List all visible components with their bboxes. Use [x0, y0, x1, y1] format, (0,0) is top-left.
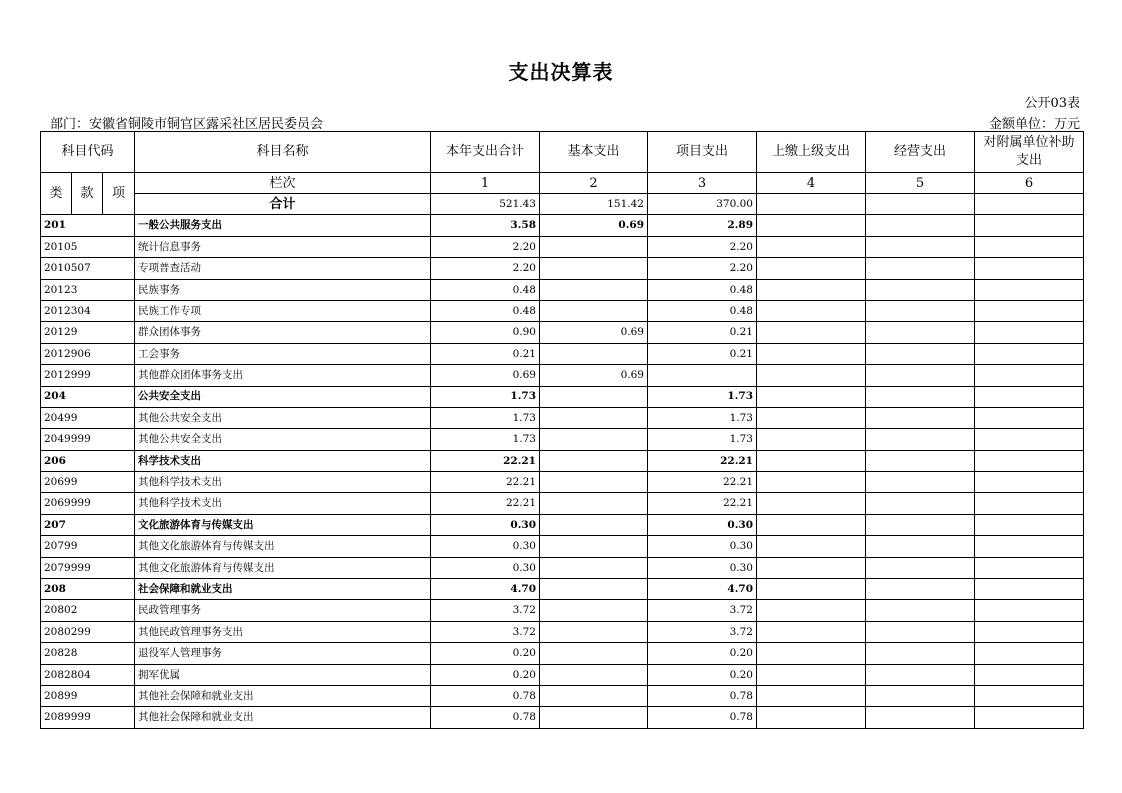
row-code: 20499 [41, 407, 135, 428]
row-code: 207 [41, 514, 135, 535]
row-basic: 0.69 [540, 322, 648, 343]
row-basic [540, 429, 648, 450]
row-basic [540, 279, 648, 300]
row-basic [540, 536, 648, 557]
expenditure-table [40, 131, 1084, 729]
row-upper [757, 493, 866, 514]
total-subsidy [975, 194, 1084, 215]
row-name: 拥军优属 [135, 664, 431, 685]
row-code: 2080299 [41, 621, 135, 642]
row-business [866, 621, 975, 642]
column-index-6: 6 [975, 173, 1084, 194]
column-index-row [41, 173, 1084, 194]
row-total: 22.21 [431, 450, 540, 471]
row-name: 专项普查活动 [135, 258, 431, 279]
row-upper [757, 707, 866, 728]
row-upper [757, 386, 866, 407]
row-subsidy [975, 514, 1084, 535]
table-row [41, 536, 1084, 557]
row-subsidy [975, 472, 1084, 493]
row-total: 4.70 [431, 579, 540, 600]
row-total: 22.21 [431, 493, 540, 514]
table-row [41, 236, 1084, 257]
row-subsidy [975, 258, 1084, 279]
table-row [41, 450, 1084, 471]
row-basic [540, 236, 648, 257]
row-basic [540, 621, 648, 642]
row-business [866, 322, 975, 343]
row-upper [757, 536, 866, 557]
row-business [866, 707, 975, 728]
row-upper [757, 557, 866, 578]
row-name: 其他公共安全支出 [135, 429, 431, 450]
row-basic [540, 386, 648, 407]
row-project: 0.21 [648, 322, 757, 343]
row-subsidy [975, 707, 1084, 728]
row-subsidy [975, 643, 1084, 664]
row-project: 0.21 [648, 343, 757, 364]
row-business [866, 343, 975, 364]
row-name: 其他民政管理事务支出 [135, 621, 431, 642]
row-name: 统计信息事务 [135, 236, 431, 257]
row-total: 0.30 [431, 514, 540, 535]
row-business [866, 643, 975, 664]
row-project: 3.72 [648, 600, 757, 621]
row-basic [540, 258, 648, 279]
row-name: 公共安全支出 [135, 386, 431, 407]
row-subsidy [975, 664, 1084, 685]
row-basic [540, 685, 648, 706]
table-row [41, 215, 1084, 236]
row-subsidy [975, 450, 1084, 471]
row-code: 2010507 [41, 258, 135, 279]
row-project: 0.78 [648, 685, 757, 706]
row-project: 22.21 [648, 472, 757, 493]
row-basic: 0.69 [540, 215, 648, 236]
row-total: 3.72 [431, 621, 540, 642]
row-basic [540, 514, 648, 535]
row-subsidy [975, 386, 1084, 407]
row-total: 2.20 [431, 236, 540, 257]
row-upper [757, 300, 866, 321]
row-code: 20899 [41, 685, 135, 706]
row-upper [757, 664, 866, 685]
row-upper [757, 236, 866, 257]
row-name: 其他文化旅游体育与传媒支出 [135, 536, 431, 557]
row-business [866, 258, 975, 279]
row-upper [757, 579, 866, 600]
row-business [866, 429, 975, 450]
row-total: 1.73 [431, 386, 540, 407]
column-index-label: 栏次 [135, 173, 431, 194]
row-code: 2012304 [41, 300, 135, 321]
table-row [41, 514, 1084, 535]
row-basic [540, 579, 648, 600]
row-name: 群众团体事务 [135, 322, 431, 343]
row-project: 0.48 [648, 279, 757, 300]
table-row [41, 365, 1084, 386]
row-project: 1.73 [648, 429, 757, 450]
row-business [866, 514, 975, 535]
row-project: 1.73 [648, 386, 757, 407]
table-row [41, 343, 1084, 364]
row-business [866, 600, 975, 621]
row-name: 其他文化旅游体育与传媒支出 [135, 557, 431, 578]
row-project: 22.21 [648, 493, 757, 514]
row-basic [540, 707, 648, 728]
row-code: 20123 [41, 279, 135, 300]
sub-header-kuan: 款 [72, 173, 103, 215]
row-business [866, 450, 975, 471]
row-subsidy [975, 600, 1084, 621]
row-project: 22.21 [648, 450, 757, 471]
row-subsidy [975, 215, 1084, 236]
table-row [41, 258, 1084, 279]
table-row [41, 685, 1084, 706]
row-subsidy [975, 685, 1084, 706]
row-code: 20699 [41, 472, 135, 493]
row-subsidy [975, 300, 1084, 321]
row-project: 0.30 [648, 536, 757, 557]
row-subsidy [975, 322, 1084, 343]
sub-header-xiang: 项 [103, 173, 135, 215]
row-subsidy [975, 493, 1084, 514]
row-project: 0.78 [648, 707, 757, 728]
header-basic: 基本支出 [540, 132, 648, 173]
row-name: 其他公共安全支出 [135, 407, 431, 428]
row-name: 社会保障和就业支出 [135, 579, 431, 600]
row-code: 2082804 [41, 664, 135, 685]
header-project: 项目支出 [648, 132, 757, 173]
row-total: 3.58 [431, 215, 540, 236]
column-index-3: 3 [648, 173, 757, 194]
row-name: 其他科学技术支出 [135, 472, 431, 493]
row-subsidy [975, 621, 1084, 642]
row-upper [757, 279, 866, 300]
table-row [41, 643, 1084, 664]
row-business [866, 579, 975, 600]
column-index-1: 1 [431, 173, 540, 194]
row-upper [757, 600, 866, 621]
header-code: 科目代码 [41, 132, 135, 173]
total-label: 合计 [135, 194, 431, 215]
header-row [41, 132, 1084, 173]
row-business [866, 536, 975, 557]
page-title: 支出决算表 [508, 60, 614, 84]
row-code: 201 [41, 215, 135, 236]
row-upper [757, 514, 866, 535]
total-basic: 151.42 [540, 194, 648, 215]
row-basic [540, 450, 648, 471]
row-total: 2.20 [431, 258, 540, 279]
column-index-5: 5 [866, 173, 975, 194]
column-index-2: 2 [540, 173, 648, 194]
row-upper [757, 685, 866, 706]
row-business [866, 685, 975, 706]
row-business [866, 493, 975, 514]
row-total: 1.73 [431, 429, 540, 450]
row-basic [540, 300, 648, 321]
column-index-4: 4 [757, 173, 866, 194]
row-subsidy [975, 365, 1084, 386]
row-code: 2012906 [41, 343, 135, 364]
row-basic: 0.69 [540, 365, 648, 386]
table-row [41, 322, 1084, 343]
amount-unit-label: 金额单位：万元 [988, 117, 1080, 132]
row-project: 2.89 [648, 215, 757, 236]
row-basic [540, 600, 648, 621]
row-upper [757, 322, 866, 343]
row-business [866, 215, 975, 236]
table-row [41, 493, 1084, 514]
row-business [866, 279, 975, 300]
row-total: 0.69 [431, 365, 540, 386]
row-code: 20828 [41, 643, 135, 664]
row-name: 科学技术支出 [135, 450, 431, 471]
row-name: 其他社会保障和就业支出 [135, 707, 431, 728]
row-upper [757, 472, 866, 493]
row-total: 0.20 [431, 643, 540, 664]
row-project [648, 365, 757, 386]
row-project: 3.72 [648, 621, 757, 642]
row-subsidy [975, 343, 1084, 364]
header-business: 经营支出 [866, 132, 975, 173]
row-upper [757, 407, 866, 428]
row-total: 1.73 [431, 407, 540, 428]
table-row [41, 707, 1084, 728]
row-project: 0.48 [648, 300, 757, 321]
table-code-label: 公开03表 [1024, 96, 1080, 111]
row-project: 0.20 [648, 664, 757, 685]
row-code: 2049999 [41, 429, 135, 450]
total-upper [757, 194, 866, 215]
row-name: 其他科学技术支出 [135, 493, 431, 514]
row-basic [540, 472, 648, 493]
row-upper [757, 343, 866, 364]
row-business [866, 236, 975, 257]
row-business [866, 365, 975, 386]
row-name: 民族工作专项 [135, 300, 431, 321]
row-total: 0.21 [431, 343, 540, 364]
row-total: 0.30 [431, 536, 540, 557]
row-code: 204 [41, 386, 135, 407]
row-code: 2089999 [41, 707, 135, 728]
row-name: 文化旅游体育与传媒支出 [135, 514, 431, 535]
row-name: 退役军人管理事务 [135, 643, 431, 664]
row-upper [757, 450, 866, 471]
row-project: 1.73 [648, 407, 757, 428]
sub-header-lei: 类 [41, 173, 72, 215]
row-total: 22.21 [431, 472, 540, 493]
row-basic [540, 407, 648, 428]
row-project: 4.70 [648, 579, 757, 600]
total-row [41, 194, 1084, 215]
row-total: 0.78 [431, 707, 540, 728]
row-name: 民族事务 [135, 279, 431, 300]
row-code: 2079999 [41, 557, 135, 578]
table-row [41, 300, 1084, 321]
row-subsidy [975, 236, 1084, 257]
header-subsidy: 对附属单位补助支出 [975, 132, 1084, 173]
row-business [866, 407, 975, 428]
row-total: 0.78 [431, 685, 540, 706]
row-upper [757, 643, 866, 664]
row-code: 2069999 [41, 493, 135, 514]
row-business [866, 664, 975, 685]
header-upper: 上缴上级支出 [757, 132, 866, 173]
header-name: 科目名称 [135, 132, 431, 173]
row-upper [757, 365, 866, 386]
row-basic [540, 643, 648, 664]
row-project: 0.20 [648, 643, 757, 664]
row-subsidy [975, 579, 1084, 600]
row-project: 2.20 [648, 236, 757, 257]
row-upper [757, 429, 866, 450]
table-row [41, 621, 1084, 642]
header-total: 本年支出合计 [431, 132, 540, 173]
row-basic [540, 557, 648, 578]
row-business [866, 472, 975, 493]
row-total: 0.30 [431, 557, 540, 578]
row-upper [757, 215, 866, 236]
row-upper [757, 258, 866, 279]
table-row [41, 600, 1084, 621]
row-business [866, 557, 975, 578]
row-name: 其他社会保障和就业支出 [135, 685, 431, 706]
row-code: 20799 [41, 536, 135, 557]
row-basic [540, 664, 648, 685]
row-subsidy [975, 407, 1084, 428]
row-total: 0.48 [431, 300, 540, 321]
row-code: 20802 [41, 600, 135, 621]
row-code: 208 [41, 579, 135, 600]
total-amount: 521.43 [431, 194, 540, 215]
row-upper [757, 621, 866, 642]
row-total: 0.90 [431, 322, 540, 343]
table-row [41, 279, 1084, 300]
row-total: 0.48 [431, 279, 540, 300]
row-total: 0.20 [431, 664, 540, 685]
row-business [866, 386, 975, 407]
row-project: 0.30 [648, 514, 757, 535]
row-project: 2.20 [648, 258, 757, 279]
table-row [41, 472, 1084, 493]
table-row [41, 557, 1084, 578]
table-row [41, 386, 1084, 407]
row-subsidy [975, 279, 1084, 300]
row-project: 0.30 [648, 557, 757, 578]
row-basic [540, 343, 648, 364]
total-project: 370.00 [648, 194, 757, 215]
table-row [41, 429, 1084, 450]
row-code: 206 [41, 450, 135, 471]
row-basic [540, 493, 648, 514]
table-row [41, 579, 1084, 600]
row-total: 3.72 [431, 600, 540, 621]
table-row [41, 407, 1084, 428]
row-name: 工会事务 [135, 343, 431, 364]
row-code: 20129 [41, 322, 135, 343]
row-subsidy [975, 536, 1084, 557]
table-row [41, 664, 1084, 685]
row-name: 其他群众团体事务支出 [135, 365, 431, 386]
row-business [866, 300, 975, 321]
row-name: 一般公共服务支出 [135, 215, 431, 236]
total-business [866, 194, 975, 215]
row-subsidy [975, 429, 1084, 450]
row-subsidy [975, 557, 1084, 578]
row-name: 民政管理事务 [135, 600, 431, 621]
row-code: 20105 [41, 236, 135, 257]
row-code: 2012999 [41, 365, 135, 386]
department-label: 部门：安徽省铜陵市铜官区露采社区居民委员会 [50, 117, 324, 132]
